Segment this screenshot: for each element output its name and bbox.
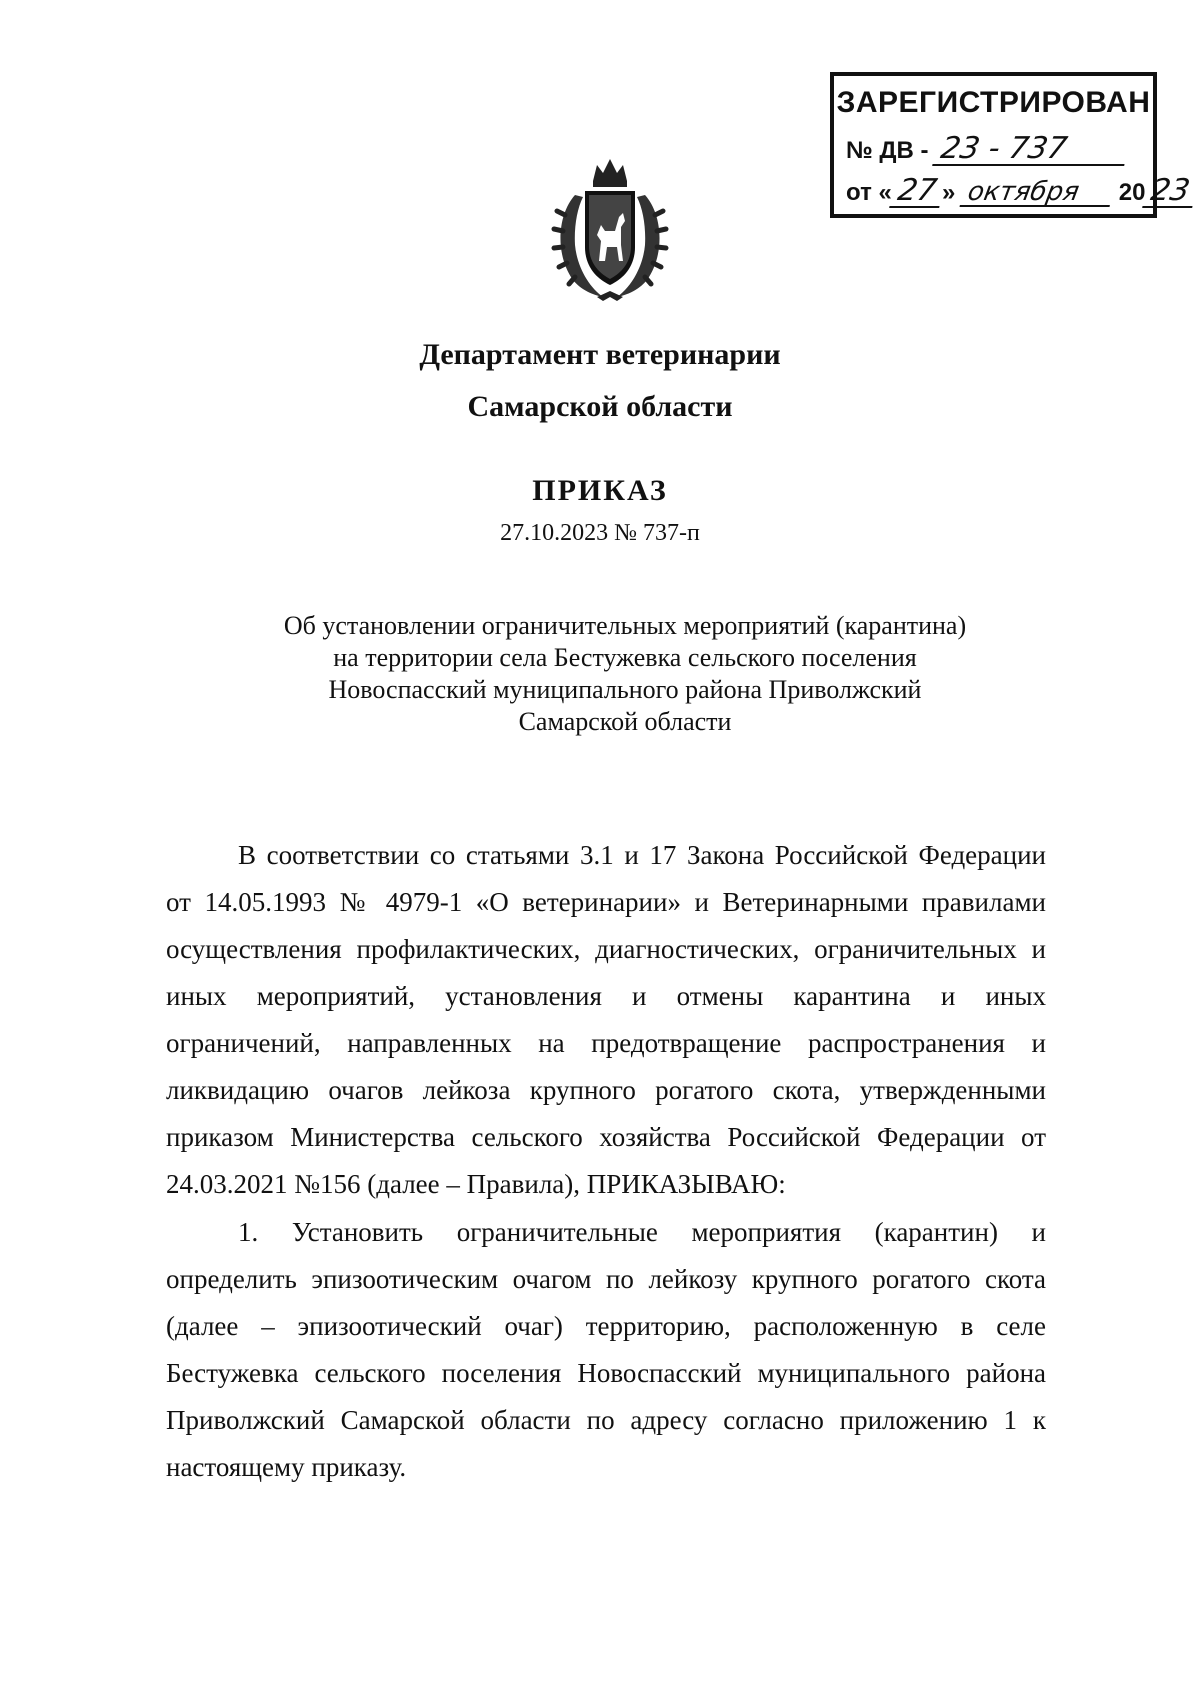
- stamp-number-value: 23 - 737: [932, 134, 1130, 166]
- samara-coat-of-arms-icon: [545, 155, 675, 305]
- stamp-date-year-suffix: 23: [1143, 176, 1199, 208]
- body-line: иных мероприятий, установления и отмены карантина и иных: [166, 981, 1046, 1011]
- stamp-date-sep: »: [942, 179, 956, 206]
- body-line: Приволжский Самарской области по адресу согласно приложению 1 к: [166, 1405, 1046, 1435]
- body-line: 1. Установить ограничительные мероприятия (карантин) и: [238, 1217, 1046, 1247]
- preamble-paragraph: [166, 832, 1046, 1208]
- body-line: ликвидацию очагов лейкоза крупного рогатого скота, утвержденными: [166, 1075, 1046, 1105]
- subject-line: Об установлении ограничительных мероприятий (карантина): [283, 611, 967, 640]
- body-line: (далее – эпизоотический очаг) территорию, расположенную в селе: [166, 1311, 1046, 1341]
- order-title: ПРИКАЗ: [532, 474, 668, 507]
- body-line: от 14.05.1993 № 4979-1 «О ветеринарии» и Ветеринарными правилами: [166, 887, 1046, 917]
- clause-1-paragraph: [166, 1209, 1046, 1491]
- body-line: 24.03.2021 №156 (далее – Правила), ПРИКАЗЫВАЮ:: [166, 1169, 786, 1199]
- stamp-date-year-prefix: 20: [1118, 179, 1146, 206]
- stamp-number-label: № ДВ -: [846, 137, 929, 164]
- order-number: 27.10.2023 № 737-п: [500, 520, 700, 546]
- stamp-title: ЗАРЕГИСТРИРОВАН: [836, 86, 1151, 119]
- subject-line: на территории села Бестужевка сельского поселения: [333, 643, 917, 672]
- registration-stamp: [830, 72, 1193, 218]
- subject-line: Самарской области: [518, 707, 732, 736]
- stamp-date-row: [846, 173, 1193, 208]
- body-line: приказом Министерства сельского хозяйства Российской Федерации от: [166, 1122, 1046, 1152]
- stamp-date-month: октября: [960, 179, 1115, 207]
- body-line: Бестужевка сельского поселения Новоспасский муниципального района: [166, 1358, 1046, 1388]
- body-line: осуществления профилактических, диагностических, ограничительных и: [166, 934, 1046, 964]
- stamp-date-prefix: от «: [846, 179, 892, 206]
- subject-line: Новоспасский муниципального района Приволжский: [328, 675, 922, 704]
- body-line: определить эпизоотическим очагом по лейкозу крупного рогатого скота: [166, 1264, 1046, 1294]
- stamp-date-day: 27: [889, 176, 945, 208]
- order-subject: [240, 610, 1010, 738]
- body-line: настоящему приказу.: [166, 1452, 407, 1482]
- department-name-line2: Самарской области: [467, 390, 733, 423]
- body-line: ограничений, направленных на предотвращение распространения и: [166, 1028, 1046, 1058]
- body-line: В соответствии со статьями 3.1 и 17 Закона Российской Федерации: [238, 840, 1046, 870]
- department-name-line1: Департамент ветеринарии: [419, 338, 781, 371]
- stamp-number-row: [846, 131, 1141, 166]
